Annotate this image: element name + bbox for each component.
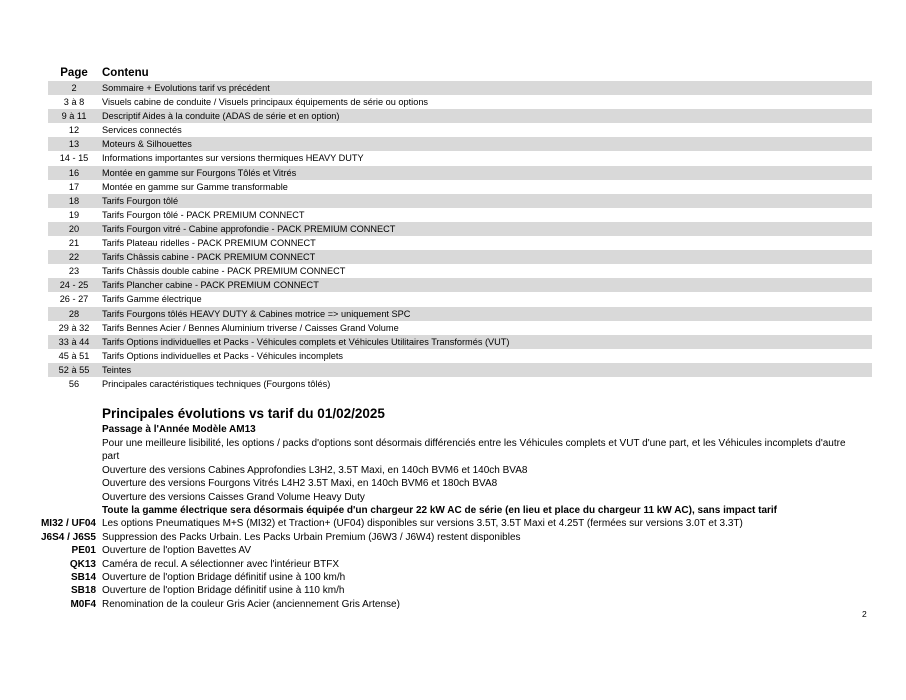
evolution-description: Ouverture de l'option Bavettes AV xyxy=(102,545,252,557)
list-item xyxy=(0,504,906,517)
list-item xyxy=(0,437,906,464)
toc-content-cell: Tarifs Options individuelles et Packs - Véhicules incomplets xyxy=(102,350,344,361)
toc-content-cell: Montée en gamme sur Gamme transformable xyxy=(102,181,288,192)
table-row xyxy=(48,208,872,222)
evolution-description: Ouverture des versions Fourgons Vitrés L4H2 3.5T Maxi, en 140ch BVM6 et 180ch BVA8 xyxy=(102,478,498,490)
evolution-description: Toute la gamme électrique sera désormais équipée d'un chargeur 22 kW AC de série (en lieu et place du chargeur 11 kW AC), sans impact tarif xyxy=(102,505,777,517)
option-code: MI32 / UF04 xyxy=(40,518,96,530)
toc-content-cell: Tarifs Plancher cabine - PACK PREMIUM CONNECT xyxy=(102,280,319,291)
toc-page-cell: 2 xyxy=(71,83,77,93)
evolution-description: Pour une meilleure lisibilité, les options / packs d'options sont désormais différenciés entre les Véhicules complets et VUT d'une part, et les Véhicules incomplets d'autre part xyxy=(102,438,846,463)
toc-content-cell: Tarifs Gamme électrique xyxy=(102,294,202,305)
toc-content-cell: Tarifs Bennes Acier / Bennes Aluminium triverse / Caisses Grand Volume xyxy=(102,322,399,333)
evolution-description: Ouverture des versions Caisses Grand Volume Heavy Duty xyxy=(102,491,365,503)
list-item xyxy=(0,544,906,557)
table-row xyxy=(48,236,872,250)
option-code: PE01 xyxy=(71,545,96,557)
toc-content-cell: Teintes xyxy=(102,364,132,375)
table-row xyxy=(48,264,872,278)
toc-page-cell: 21 xyxy=(68,238,80,249)
list-item xyxy=(0,464,906,477)
table-row xyxy=(48,307,872,321)
toc-content-cell: Descriptif Aides à la conduite (ADAS de série et en option) xyxy=(102,111,340,122)
table-row xyxy=(48,137,872,151)
table-row xyxy=(48,151,872,165)
toc-content-cell: Sommaire + Evolutions tarif vs précédent xyxy=(102,83,270,93)
table-row xyxy=(48,321,872,335)
evolution-description: Renomination de la couleur Gris Acier (anciennement Gris Artense) xyxy=(102,598,400,610)
table-row xyxy=(48,250,872,264)
toc-page-cell: 12 xyxy=(68,125,80,136)
toc-content-cell: Principales caractéristiques techniques (Fourgons tôlés) xyxy=(102,378,331,389)
toc-page-cell: 23 xyxy=(68,266,80,277)
table-of-contents xyxy=(48,81,872,391)
evolutions-list xyxy=(0,437,906,611)
toc-content-cell: Tarifs Châssis double cabine - PACK PREMIUM CONNECT xyxy=(102,266,346,277)
toc-page-cell: 22 xyxy=(68,252,80,263)
list-item xyxy=(0,571,906,584)
option-code: M0F4 xyxy=(70,598,96,610)
toc-content-cell: Tarifs Fourgon tôlé - PACK PREMIUM CONNECT xyxy=(102,209,305,220)
toc-page-cell: 17 xyxy=(68,181,80,192)
toc-content-cell: Tarifs Options individuelles et Packs - Véhicules complets et Véhicules Utilitaires Transformés (VUT) xyxy=(102,336,510,347)
toc-header-page: Page xyxy=(60,67,88,79)
evolution-description: Caméra de recul. A sélectionner avec l'intérieur BTFX xyxy=(102,558,340,570)
list-item xyxy=(0,558,906,571)
table-row xyxy=(48,109,872,123)
toc-header-content: Contenu xyxy=(102,67,149,79)
toc-content-cell: Informations importantes sur versions thermiques HEAVY DUTY xyxy=(102,153,364,164)
list-item xyxy=(0,531,906,544)
toc-page-cell: 13 xyxy=(68,139,80,150)
option-code: J6S4 / J6S5 xyxy=(40,531,96,543)
toc-content-cell: Tarifs Fourgons tôlés HEAVY DUTY & Cabines motrice => uniquement SPC xyxy=(102,308,411,319)
table-row xyxy=(48,194,872,208)
toc-content-cell: Tarifs Plateau ridelles - PACK PREMIUM CONNECT xyxy=(102,238,316,249)
list-item xyxy=(0,598,906,611)
toc-page-cell: 28 xyxy=(68,308,80,319)
option-code: SB14 xyxy=(70,572,96,584)
table-row xyxy=(48,278,872,292)
toc-page-cell: 56 xyxy=(68,378,80,389)
option-code: QK13 xyxy=(69,558,96,570)
toc-page-cell: 24 - 25 xyxy=(59,280,89,291)
toc-page-cell: 29 à 32 xyxy=(58,322,90,333)
table-row xyxy=(48,335,872,349)
table-row xyxy=(48,363,872,377)
table-row xyxy=(48,180,872,194)
list-item xyxy=(0,517,906,530)
toc-page-cell: 52 à 55 xyxy=(58,364,90,375)
list-item xyxy=(0,584,906,597)
toc-page-cell: 18 xyxy=(68,195,80,206)
toc-content-cell: Montée en gamme sur Fourgons Tôlés et Vitrés xyxy=(102,167,297,178)
toc-content-cell: Tarifs Châssis cabine - PACK PREMIUM CONNECT xyxy=(102,252,316,263)
option-code: SB18 xyxy=(70,585,96,597)
toc-header xyxy=(48,66,872,81)
toc-page-cell: 14 - 15 xyxy=(59,153,89,164)
toc-page-cell: 19 xyxy=(68,209,80,220)
toc-page-cell: 45 à 51 xyxy=(58,350,90,361)
toc-page-cell: 16 xyxy=(68,167,80,178)
evolution-description: Ouverture de l'option Bridage définitif usine à 110 km/h xyxy=(102,585,345,597)
table-row xyxy=(48,123,872,137)
table-row xyxy=(48,377,872,391)
toc-page-cell: 3 à 8 xyxy=(63,97,85,108)
table-row xyxy=(48,222,872,236)
toc-page-cell: 26 - 27 xyxy=(59,294,89,305)
list-item xyxy=(0,477,906,490)
table-row xyxy=(48,292,872,306)
toc-content-cell: Tarifs Fourgon vitré - Cabine approfondie - PACK PREMIUM CONNECT xyxy=(102,223,396,234)
evolution-description: Ouverture des versions Cabines Approfondies L3H2, 3.5T Maxi, en 140ch BVM6 et 140ch BVA8 xyxy=(102,464,528,476)
evolutions-title: Principales évolutions vs tarif du 01/02/2025 xyxy=(102,406,385,421)
toc-page-cell: 33 à 44 xyxy=(58,336,90,347)
table-row xyxy=(48,81,872,95)
toc-page-cell: 20 xyxy=(68,223,80,234)
toc-page-cell: 9 à 11 xyxy=(61,111,87,122)
evolution-description: Ouverture de l'option Bridage définitif usine à 100 km/h xyxy=(102,572,346,584)
toc-content-cell: Services connectés xyxy=(102,125,182,136)
list-item xyxy=(0,491,906,504)
toc-content-cell: Tarifs Fourgon tôlé xyxy=(102,195,179,206)
page-number: 2 xyxy=(862,609,867,619)
evolution-description: Les options Pneumatiques M+S (MI32) et Traction+ (UF04) disponibles sur versions 3.5T, 3.5T Maxi et 4.25T (fermées sur versions 3.0T et 3.3T) xyxy=(102,518,743,530)
toc-content-cell: Moteurs & Silhouettes xyxy=(102,139,192,150)
toc-content-cell: Visuels cabine de conduite / Visuels principaux équipements de série ou options xyxy=(102,97,429,108)
table-row xyxy=(48,166,872,180)
evolution-description: Suppression des Packs Urbain. Les Packs Urbain Premium (J6W3 / J6W4) restent disponibles xyxy=(102,531,521,543)
table-row xyxy=(48,349,872,363)
evolutions-subtitle: Passage à l'Année Modèle AM13 xyxy=(102,424,256,435)
table-row xyxy=(48,95,872,109)
